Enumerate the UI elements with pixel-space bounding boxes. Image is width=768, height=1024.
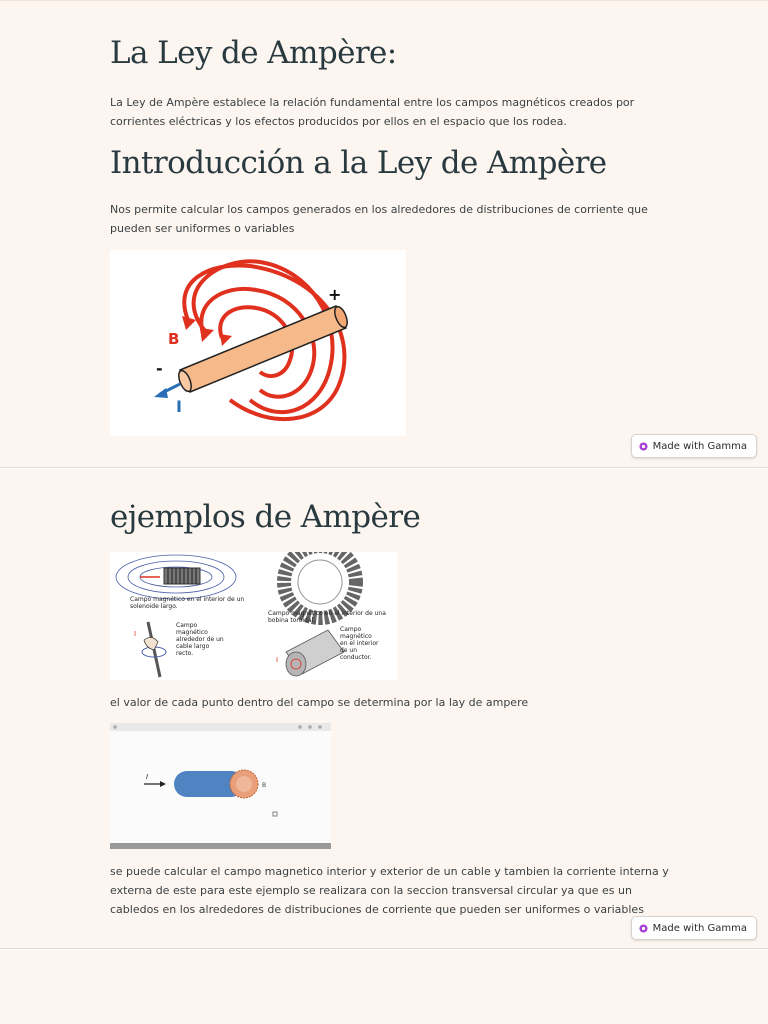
conductor-caption: Campo magnético en el interior de un conductor.: [340, 626, 379, 661]
examples-heading: ejemplos de Ampère: [110, 499, 421, 535]
ampere-examples-illustration: [110, 552, 397, 680]
slide-card-3: [0, 950, 768, 1024]
gamma-badge-label: Made with Gamma: [652, 922, 747, 934]
svg-text:B: B: [262, 782, 267, 789]
examples-paragraph-2: se puede calcular el campo magnetico interior y exterior de un cable y tambien la corriente interna y externa de este para este ejemplo se realizara con la seccion transversal circular ya que es un cabledos en los alrededores de distribuciones de corriente que pueden ser uniformes o variables: [110, 865, 669, 916]
section-heading: Introducción a la Ley de Ampère: [110, 145, 607, 181]
svg-text:I: I: [146, 773, 149, 781]
slide-card-2: [0, 469, 768, 949]
gamma-badge-label: Made with Gamma: [652, 440, 747, 452]
wire-field-figure: [110, 250, 406, 436]
intro-paragraph: La Ley de Ampère establece la relación fundamental entre los campos magnéticos creados por corrientes eléctricas y los efectos producidos por ellos en el espacio que los rodea.: [110, 96, 635, 128]
made-with-gamma-badge-2[interactable]: [631, 916, 757, 940]
slide-card-1: [0, 0, 768, 468]
current-label-i: I: [176, 397, 182, 416]
examples-paragraph-1: el valor de cada punto dentro del campo se determina por la lay de ampere: [110, 696, 529, 709]
svg-text:I: I: [276, 656, 279, 664]
examples-figure: [110, 552, 397, 680]
section-paragraph: Nos permite calcular los campos generados en los alrededores de distribuciones de corriente que pueden ser uniformes o variables: [110, 203, 648, 235]
toroid-caption: Campo magnético en el interior de una bobina toroidal.: [268, 610, 386, 624]
cable-video-illustration: [110, 723, 331, 849]
field-label-b: B: [168, 330, 180, 348]
gamma-logo-icon: [639, 924, 648, 933]
wire-field-illustration: [110, 250, 406, 436]
solenoid-caption: Campo magnético en el interior de un solenoide largo.: [130, 596, 245, 610]
video-frame[interactable]: [110, 723, 331, 849]
page-title: La Ley de Ampère:: [110, 35, 397, 71]
minus-label: -: [156, 359, 163, 378]
svg-text:I: I: [134, 630, 137, 638]
made-with-gamma-badge[interactable]: [631, 434, 757, 458]
wire-caption: Campo magnético alrededor de un cable largo recto.: [176, 622, 224, 657]
gamma-logo-icon: [639, 442, 648, 451]
plus-label: +: [328, 285, 342, 304]
